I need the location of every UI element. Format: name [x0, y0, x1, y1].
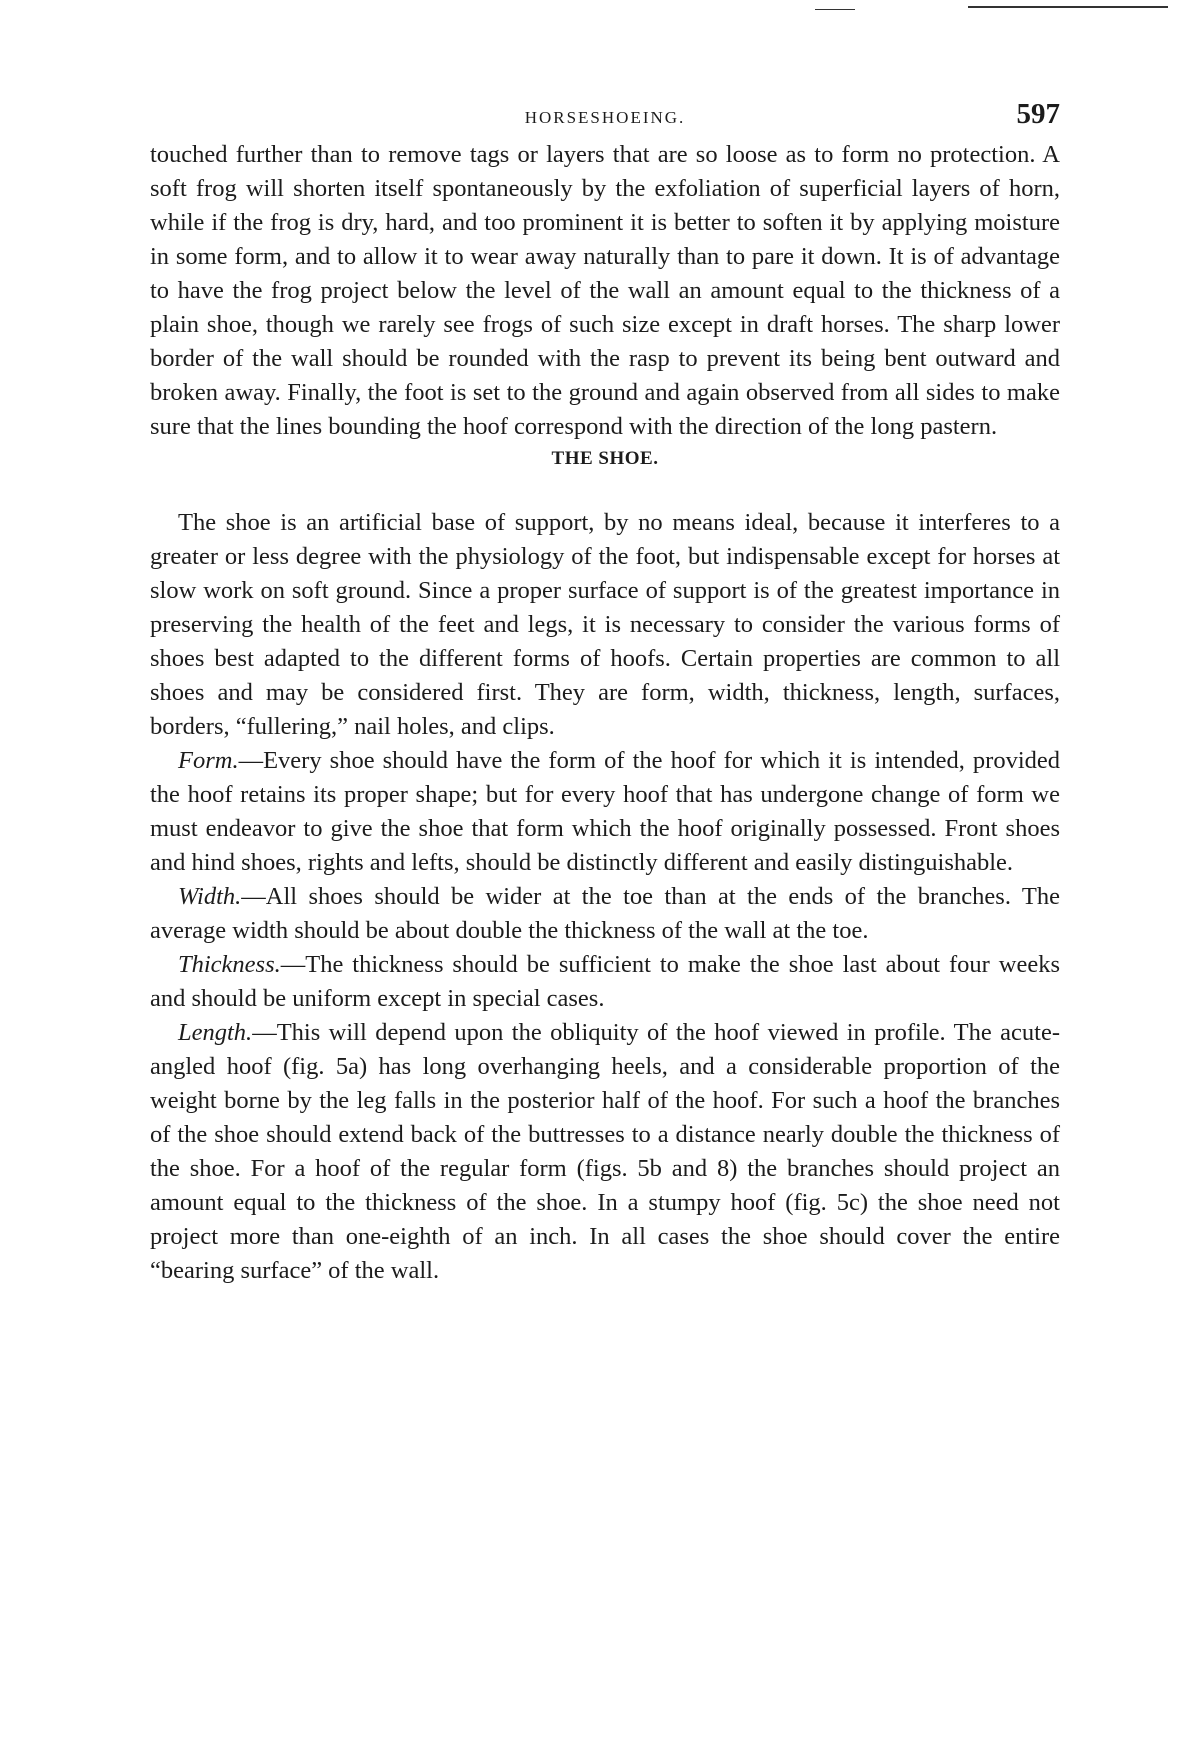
book-page: [150, 98, 1060, 1288]
entry-text: —The thickness should be sufficient to make the shoe last about four weeks and should be uniform except in special cases.: [150, 951, 1060, 1012]
top-rule-short: [815, 9, 855, 10]
entry-paragraph-thickness: [150, 948, 1060, 1016]
entry-paragraph-width: [150, 880, 1060, 948]
run-in-term: Form.: [178, 747, 239, 774]
entry-text: —All shoes should be wider at the toe than at the ends of the branches. The average width should be about double the thickness of the wall at the toe.: [150, 883, 1060, 944]
run-in-term: Length.: [178, 1019, 253, 1046]
entry-paragraph-form: [150, 744, 1060, 880]
section-intro-paragraph: The shoe is an artificial base of support, by no means ideal, because it interferes to a greater or less degree with the physiology of the foot, but indispensable except for horses at slow work on soft ground. Since a proper surface of support is of the greatest importance in preserving the health of the feet and legs, it is necessary to consider the various forms of shoes best adapted to the different forms of hoofs. Certain properties are common to all shoes and may be considered first. They are form, width, thickness, length, surfaces, borders, “fullering,” nail holes, and clips.: [150, 509, 1060, 740]
entry-text: —This will depend upon the obliquity of the hoof viewed in profile. The acute-angled hoof (fig. 5a) has long overhanging heels, and a considerable proportion of the weight borne by the leg falls in the posterior half of the hoof. For such a hoof the branches of the shoe should extend back of the buttresses to a distance nearly double the thickness of the shoe. For a hoof of the regular form (figs. 5b and 8) the branches should project an amount equal to the thickness of the shoe. In a stumpy hoof (fig. 5c) the shoe need not project more than one-eighth of an inch. In all cases the shoe should cover the entire “bearing surface” of the wall.: [150, 1019, 1060, 1284]
section-heading: THE SHOE.: [551, 448, 659, 469]
page-number: 597: [1016, 98, 1060, 130]
entry-text: —Every shoe should have the form of the hoof for which it is intended, provided the hoof retains its proper shape; but for every hoof that has undergone change of form we must endeavor to give the shoe that form which the hoof originally possessed. Front shoes and hind shoes, rights and lefts, should be distinctly different and easily distinguishable.: [150, 747, 1060, 876]
run-in-term: Width.: [178, 883, 242, 910]
entry-paragraph-length: [150, 1016, 1060, 1288]
top-rule-long: [968, 6, 1168, 8]
continued-paragraph: touched further than to remove tags or layers that are so loose as to form no protection. A soft frog will shorten itself spontaneously by the exfoliation of superficial layers of horn, while if the frog is dry, hard, and too prominent it is better to soften it by applying moisture in some form, and to allow it to wear away naturally than to pare it down. It is of advantage to have the frog project below the level of the wall an amount equal to the thickness of a plain shoe, though we rarely see frogs of such size except in draft horses. The sharp lower border of the wall should be rounded with the rasp to prevent its being bent outward and broken away. Finally, the foot is set to the ground and again observed from all sides to make sure that the lines bounding the hoof correspond with the direction of the long pastern.: [150, 141, 1060, 440]
run-in-term: Thickness.: [178, 951, 281, 978]
running-head: [150, 98, 1060, 138]
running-title: HORSESHOEING.: [524, 108, 686, 127]
